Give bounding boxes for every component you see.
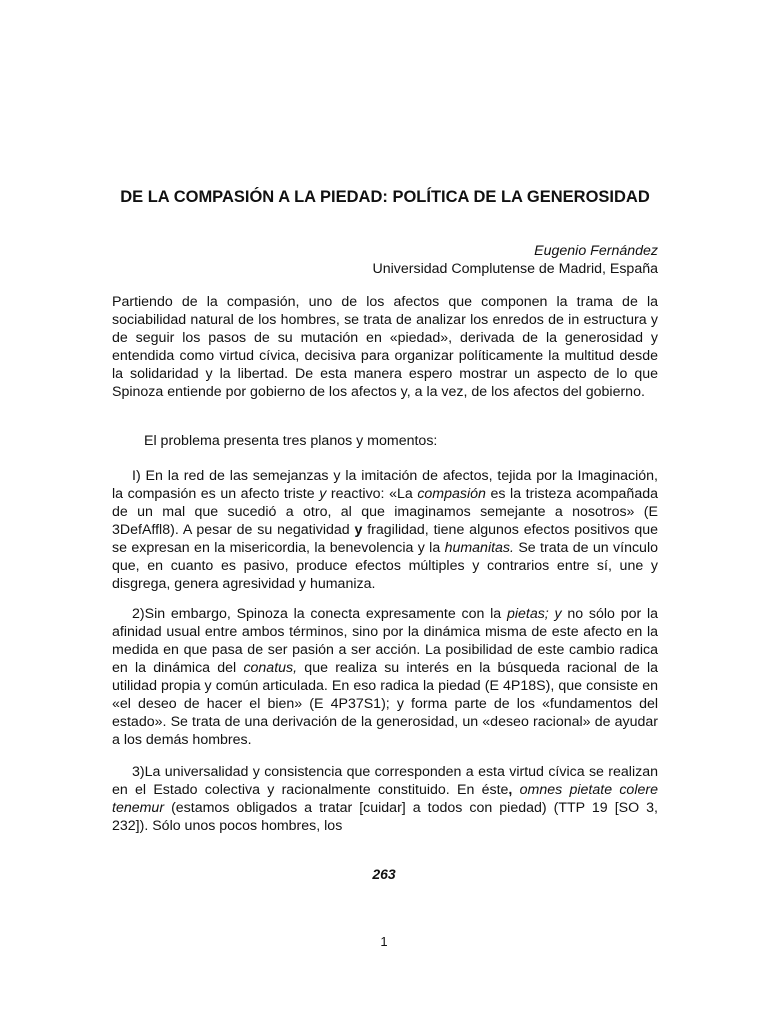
intro-text: El problema presenta tres planos y momentos: — [144, 433, 438, 449]
text-run-bold: , — [508, 782, 513, 798]
author-name: Eugenio Fernández — [534, 243, 658, 259]
paragraph-1-text — [112, 467, 658, 593]
text-run: que realiza su interés en la búsqueda racional de la utilidad propia y común articulada. En eso radica la piedad (E 4P18S), que consiste en «el deseo de hacer el bien» (E 4P37S1); y forma parte de los «fundamentos del estado». Se trata de una derivación de la generosidad, un «deseo racional» de ayudar a los demás hombres. — [112, 660, 658, 748]
author-block — [300, 242, 658, 278]
text-run-italic: humanitas. — [444, 540, 514, 556]
text-run-italic: conatus, — [243, 660, 298, 676]
author-affiliation: Universidad Complutense de Madrid, España — [372, 261, 658, 277]
text-run: no sólo por la afinidad usual entre ambos términos, sino por la dinámica misma de este afecto en la medida en que pasa de ser pasión a ser acción. La posibilidad de este cambio radica en la dinámica del — [112, 606, 658, 676]
text-run: es la tristeza acompañada de un mal que sucedió a otro, al que imaginamos semejante a nosotros» (E 3DefAffl8). A pesar de su negatividad — [112, 486, 658, 538]
paragraph-2-text — [112, 605, 658, 749]
paragraph-1 — [112, 467, 658, 593]
article-title: DE LA COMPASIÓN A LA PIEDAD: POLÍTICA DE LA GENEROSIDAD — [120, 188, 650, 206]
page-number: 1 — [380, 934, 388, 949]
text-run: 2)Sin embargo, Spinoza la conecta expresamente con la — [132, 606, 507, 622]
text-run — [512, 782, 519, 798]
text-run-italic: pietas; y — [506, 606, 562, 622]
text-run: (estamos obligados a tratar [cuidar] a todos con piedad) (TTP 19 [SO 3, 232]). Sólo unos pocos hombres, los — [112, 800, 658, 834]
text-run: I) En la red de las semejanzas y la imitación de afectos, tejida por la Imaginación, la compasión es un afecto triste — [112, 468, 658, 502]
text-run-italic: y — [319, 486, 327, 502]
intro-paragraph — [112, 432, 658, 450]
text-run: 3)La universalidad y consistencia que corresponden a esta virtud cívica se realizan en el Estado colectiva y racionalmente constituido. En éste — [112, 764, 658, 798]
text-run-bold: y — [354, 522, 363, 538]
journal-page-number: 263 — [372, 866, 396, 882]
paragraph-3-text — [112, 763, 658, 835]
paragraph-2 — [112, 605, 658, 749]
abstract-paragraph — [112, 293, 658, 401]
text-run-italic: omnes pietate colere tenemur — [112, 782, 658, 816]
text-run-italic: compasión — [417, 486, 486, 502]
abstract-text: Partiendo de la compasión, uno de los afectos que componen la trama de la sociabilidad natural de los hombres, se trata de analizar los enredos de in estructura y de seguir los pasos de su mutación en «piedad», derivada de la generosidad y entendida como virtud cívica, decisiva para organizar políticamente la multitud desde la solidaridad y la libertad. De esta manera espero mostrar un aspecto de lo que Spinoza entiende por gobierno de los afectos y, a la vez, de los afectos del gobierno. — [112, 294, 658, 400]
text-run: fragilidad, tiene algunos efectos positivos que se expresan en la misericordia, la benevolencia y la — [112, 522, 658, 556]
text-run: reactivo: «La — [326, 486, 418, 502]
text-run: Se trata de un vínculo que, en cuanto es pasivo, produce efectos múltiples y contrarios entre sí, une y disgrega, genera agresividad y humaniza. — [112, 540, 658, 592]
paragraph-3 — [112, 763, 658, 835]
